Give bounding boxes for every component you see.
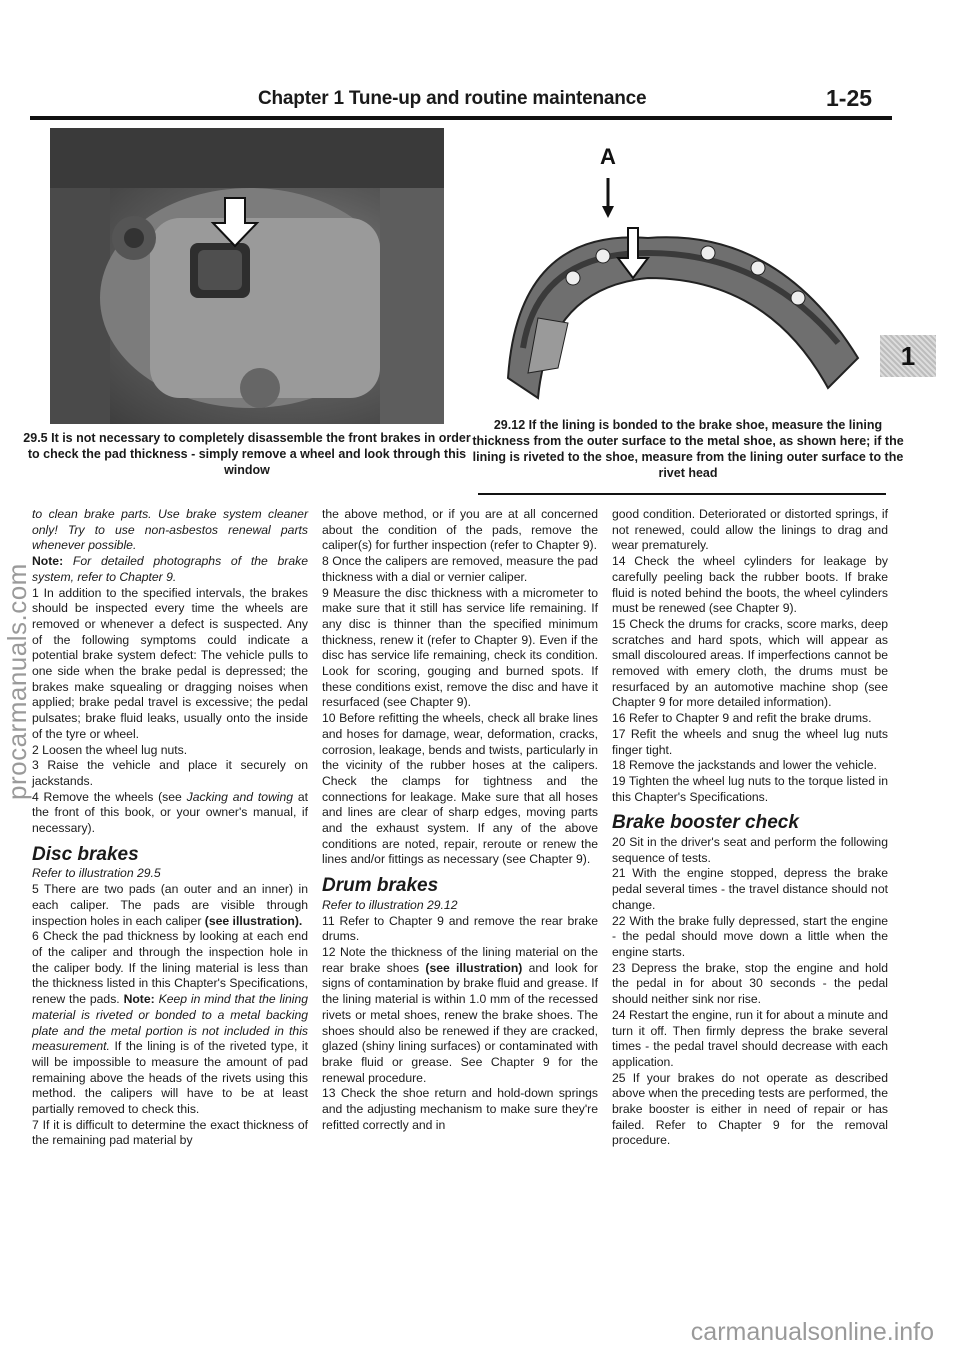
paragraph: 23 Depress the brake, stop the engine and hold the pedal in for about 30 seconds - the pedal should neither sink nor rise.: [612, 960, 888, 1007]
paragraph: 10 Before refitting the wheels, check all brake lines and hoses for damage, wear, deformation, cracks, corrosion, leakage, bends and twists, particularly in the vicinity of the rubber hoses at the calipers. Check the clamps for tightness and the connections for leakage. Make sure that all hoses and lines are clear of sharp edges, moving parts and the exhaust system. If any of the above conditions are noted, repair, reroute or renew the lines and/or fittings as necessary (see Chapter 9).: [322, 711, 598, 867]
text-run: (see illustration): [425, 960, 523, 975]
figure-caption-29-5: 29.5 It is not necessary to completely disassemble the front brakes in order to check the pad thickness - simply remove a wheel and look through this window: [23, 431, 471, 477]
note-label: Note:: [32, 554, 64, 569]
paragraph: 25 If your brakes do not operate as described above when the preceding tests are performed, the brake booster is either in need of repair or has failed. Refer to Chapter 9 for the removal procedure.: [612, 1070, 888, 1148]
brake-shoe-illustration: [478, 128, 888, 410]
paragraph: 11 Refer to Chapter 9 and remove the rear brake drums.: [322, 913, 598, 944]
page-number: 1-25: [826, 85, 873, 111]
paragraph: [32, 882, 308, 929]
note-text: For detailed photographs of the brake system, refer to Chapter 9.: [32, 554, 309, 584]
text-column-1: [32, 507, 308, 1149]
text-run: Note:: [123, 992, 155, 1007]
caliper-photo: [50, 128, 444, 424]
paragraph: 18 Remove the jackstands and lower the vehicle.: [612, 758, 877, 773]
paragraph: 21 With the engine stopped, depress the brake pedal several times - the travel distance should not change.: [612, 866, 888, 912]
paragraph: to clean brake parts. Use brake system cleaner only! Try to use non-asbestos renewal parts whenever possible.: [32, 507, 308, 553]
paragraph: the above method, or if you are at all concerned about the condition of the pads, remove the caliper(s) for further inspection (refer to Chapter 9).: [322, 507, 598, 553]
text-run: 12 Note the thickness of the lining material on the rear brake shoes: [322, 944, 598, 975]
section-heading-drum-brakes: Drum brakes: [322, 875, 439, 897]
note-paragraph: [32, 554, 308, 585]
paragraph: 7 If it is difficult to determine the exact thickness of the remaining pad material by: [32, 1117, 308, 1148]
paragraph: 1 In addition to the specified intervals, the brakes should be inspected every time the wheels are removed or whenever a defect is suspected. Any of the following symptoms could indicate a potential brake system defect: The vehicle pulls to one side when the brake pedal is depressed; the brakes make squealing or dragging noises when applied; brake pedal travel is excessive; the pedal pulsates; brake fluid leaks, usually onto the inside of the tyre or wheel.: [32, 585, 308, 741]
section-heading-disc-brakes: Disc brakes: [32, 843, 139, 865]
illustration-reference: Refer to illustration 29.12: [322, 897, 458, 912]
paragraph: 16 Refer to Chapter 9 and refit the brake drums.: [612, 711, 872, 726]
paragraph: 20 Sit in the driver's seat and perform the following sequence of tests.: [612, 835, 888, 865]
paragraph: 14 Check the wheel cylinders for leakage by carefully peeling back the rubber boots. If brake fluid is noted behind the boots, the wheel cylinders must be renewed (see Chapter 9).: [612, 554, 888, 616]
text-run: If the lining is of the riveted type, it will be impossible to measure the amount of pad remaining above the heads of the rivets using this method. the calipers will have to be at least partially removed to check this.: [32, 1039, 308, 1117]
paragraph: 19 Tighten the wheel lug nuts to the torque listed in this Chapter's Specifications.: [612, 773, 888, 804]
paragraph: [32, 790, 308, 837]
paragraph: 22 With the brake fully depressed, start the engine - the pedal should move down a little when the engine starts.: [612, 913, 888, 959]
paragraph: 13 Check the shoe return and hold-down springs and the adjusting mechanism to make sure they're refitted correctly and in: [322, 1086, 598, 1132]
text-run: 6 Check the pad thickness by looking at each end of the caliper and through the inspection hole in the caliper body. If the lining material is less than the thickness listed in this Chapter's Specifications, renew the pads.: [32, 929, 308, 1007]
text-run: Jacking and towing: [186, 789, 294, 804]
text-run: at the front of this book, or your owner's manual, if necessary).: [32, 789, 309, 836]
text-column-2: [322, 507, 598, 1133]
text-run: 4 Remove the wheels (see: [32, 789, 182, 804]
section-heading-brake-booster: Brake booster check: [612, 812, 799, 834]
text-run: 5 There are two pads (an outer and an inner) in each caliper. The pads are visible through inspection holes in each caliper: [32, 882, 308, 928]
paragraph: good condition. Deteriorated or distorted springs, if not renewed, could allow the linings to drag and wear prematurely.: [612, 507, 888, 553]
paragraph: [322, 945, 598, 1086]
paragraph: 8 Once the calipers are removed, measure the pad thickness with a dial or vernier caliper.: [322, 554, 598, 584]
illustration-reference: Refer to illustration 29.5: [32, 866, 161, 881]
paragraph: 15 Check the drums for cracks, score marks, deep scratches and hard spots, which will appear as small discoloured areas. If imperfections cannot be removed with emery cloth, the drums must be resurfaced by an automotive machine shop (see Chapter 9 for more detailed information).: [612, 616, 888, 710]
chapter-tab: 1: [880, 335, 936, 377]
paragraph: [32, 929, 308, 1117]
text-column-3: [612, 507, 888, 1149]
caliper-illustration: [50, 128, 444, 424]
label-a: A: [600, 144, 616, 169]
text-run: and look for signs of contamination by brake fluid and grease. If the lining material is within 1.0 mm of the recessed rivets or metal shoes, renew the brake shoes. The shoes should also be renewed if they are cracked, glazed (shiny lining surfaces) or contaminated with brake fluid or grease. See Chapter 9 for the renewal procedure.: [322, 960, 598, 1085]
paragraph: 17 Refit the wheels and snug the wheel lug nuts finger tight.: [612, 726, 888, 757]
paragraph: 24 Restart the engine, run it for about a minute and turn it off. Then firmly depress the brake several times - the pedal travel should decrease with each application.: [612, 1007, 888, 1069]
header-rule: [30, 116, 892, 120]
watermark-bottom: carmanualsonline.info: [690, 1318, 934, 1346]
paragraph: 3 Raise the vehicle and place it securely on jackstands.: [32, 758, 308, 788]
text-run: (see illustration).: [204, 913, 303, 928]
figure-caption-29-12: 29.12 If the lining is bonded to the brake shoe, measure the lining thickness from the outer surface to the metal shoe, as shown here; if the lining is riveted to the shoe, measure from the lining outer surface to the rivet head: [472, 418, 904, 480]
paragraph: 2 Loosen the wheel lug nuts.: [32, 742, 188, 757]
brake-shoe-photo: [478, 128, 888, 410]
caption-rule: [478, 493, 886, 495]
text-run: Keep in mind that the lining material is riveted or bonded to a metal backing plate and the metal portion is not included in this measurement.: [32, 992, 309, 1054]
watermark-left: procarmanuals.com: [2, 563, 32, 800]
paragraph: 9 Measure the disc thickness with a micrometer to make sure that it still has service life remaining. If any disc is thinner than the specified minimum thickness, renew it (refer to Chapter 9). Even if the disc has service life remaining, check its condition. Look for scoring, gouging and burned spots. If these conditions exist, remove the disc and have it resurfaced (see Chapter 9).: [322, 585, 598, 710]
chapter-title: Chapter 1 Tune-up and routine maintenance: [258, 88, 647, 109]
